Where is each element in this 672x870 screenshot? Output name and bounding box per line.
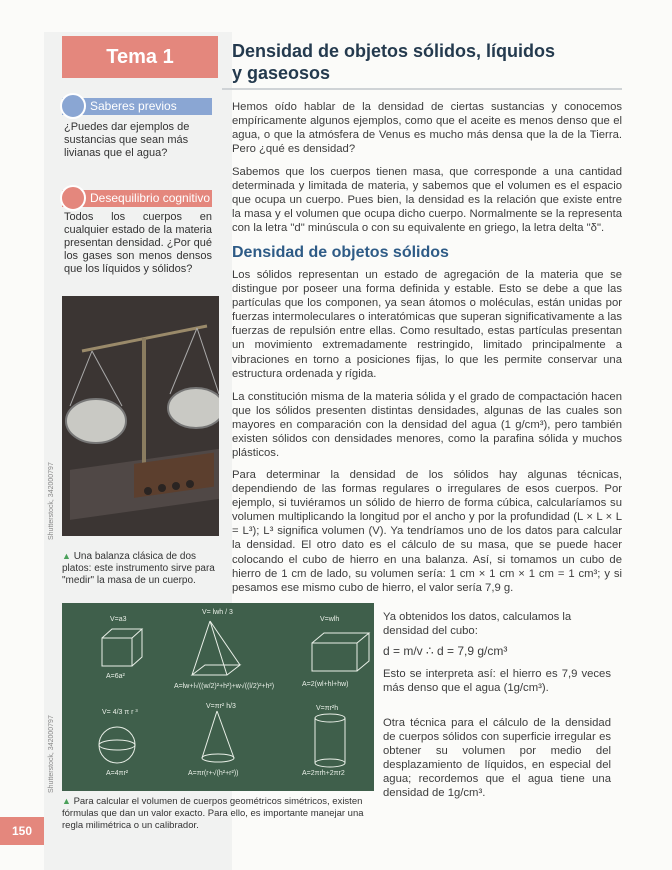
paragraph-1: Hemos oído hablar de la densidad de ciertas sustancias y conocemos empíricamente algunos ejemplos, como que el aceite es menos denso que el agua, o que la atmósfera de Venus es mucho más densa que la de la Tierra. Pero ¿qué es densidad? [232, 101, 622, 156]
sphere-area-formula: A=4πr² [106, 770, 129, 777]
box-area-formula: A=2(wl+hl+hw) [302, 681, 349, 688]
saberes-previos-text: ¿Puedes dar ejemplos de sustancias que sean más livianas que el agua? [64, 121, 190, 159]
page-title [232, 40, 622, 84]
pyramid-volume-formula: V= lwh / 3 [202, 609, 233, 616]
photo-caption-text: Una balanza clásica de dos platos: este instrumento sirve para "medir" la masa de un cuerpo. [62, 551, 215, 586]
paragraph-2: Sabemos que los cuerpos tienen masa, que corresponde a una cantidad determinada y limitada de materia, y sabemos que el volumen es el espacio que ocupa un cuerpo. Pues bien, la densidad es la relación que existe entre la masa y el volumen que ocupa dicho cuerpo. Normalmente se la representa con la letra "d" minúscula o con su equivalente en griego, la letra delta "δ". [232, 166, 622, 235]
right-paragraph-3: Otra técnica para el cálculo de la densidad de cuerpos sólidos con superficie irregular es obtener su volumen por medio del desplazamiento de líquidos, en especial del agua; recordemos que el agua tiene una densidad de 1g/cm³. [383, 717, 611, 800]
density-formula: d = m/v ∴ d = 7,9 g/cm³ [383, 644, 508, 658]
photo-credit: Shutterstock, 342000797 [48, 462, 55, 540]
desequilibrio-text: Todos los cuerpos en cualquier estado de la materia presentan densidad. ¿Por qué los gases son menos densos que los líquidos y sólidos? [64, 211, 212, 275]
title-line-2: y gaseosos [232, 63, 331, 83]
paragraph-5: Para determinar la densidad de los sólidos hay algunas técnicas, dependiendo de las formas regulares o irregulares de esos cuerpos. Por ejemplo, si tuviéramos un sólido de hierro de forma cúbica, calcularíamos su volumen multiplicando la longitud por el ancho y por la profundidad (L × L × L = L³); L³ significa volumen (V). Ya tendríamos uno de los datos para calcular la densidad. El otro dato es el cálculo de su masa, que se puede hacer colocando el cubo de hierro en una balanza. Así, si tomamos un cubo de hierro de 1 cm de lado, su volumen sería: 1 cm × 1 cm × 1 cm = 1 cm³; y si pesamos ese mismo cubo de hierro, el valor sería 7,9 g. [232, 469, 622, 594]
board-caption-triangle-icon: ▲ [62, 796, 71, 806]
caption-triangle-icon: ▲ [62, 551, 71, 561]
title-line-1: Densidad de objetos sólidos, líquidos [232, 41, 556, 61]
cone-area-formula: A=πr(r+√(h²+r²)) [188, 770, 239, 777]
cube-volume-formula: V=a3 [110, 616, 127, 623]
pyramid-area-formula: A=lw+l√((w/2)²+h²)+w√((l/2)²+h²) [174, 683, 275, 690]
scale-icon [60, 185, 86, 211]
cube-area-formula: A=6a² [106, 673, 125, 680]
right-paragraph-2: Esto se interpreta así: el hierro es 7,9 veces más denso que el agua (1g/cm³). [383, 668, 611, 695]
brain-icon [60, 93, 86, 119]
saberes-previos-title: Saberes previos [90, 99, 177, 113]
paragraph-3: Los sólidos representan un estado de agregación de la materia que se distingue por poseer una forma definida y estable. Esto se debe a que las partículas que los componen, ya sean átomos o moléculas, están unidas por fuerzas intermoleculares o interatómicas que superan significativamente a las fuerzas de repulsión entre ellas. Como resultado, estas partículas presentan un movimiento extremadamente restringido, limitado principalmente a vibraciones en torno a posiciones fijas, lo que les permite conservar una estructura ordenada y rígida. [232, 269, 622, 380]
topic-badge: Tema 1 [62, 36, 218, 78]
board-credit: Shutterstock, 342000797 [48, 715, 55, 793]
cylinder-area-formula: A=2πrh+2πr2 [302, 770, 345, 777]
photo-caption [62, 550, 222, 587]
box-volume-formula: V=wlh [320, 616, 340, 623]
desequilibrio-title: Desequilibrio cognitivo [90, 191, 211, 205]
section-heading: Densidad de objetos sólidos [232, 244, 449, 261]
right-paragraph-1: Ya obtenidos los datos, calculamos la densidad del cubo: [383, 611, 572, 638]
sphere-volume-formula: V= 4/3 π r ³ [102, 709, 138, 716]
balance-photo [62, 296, 219, 536]
cone-volume-formula: V=πr² h/3 [206, 703, 236, 710]
board-caption [62, 795, 374, 832]
page-number: 150 [0, 817, 44, 845]
cylinder-volume-formula: V=πr²h [316, 705, 339, 712]
board-caption-text: Para calcular el volumen de cuerpos geométricos simétricos, existen fórmulas que dan un valor exacto. Para ello, es importante manejar una regla milimétrica o un calibrador. [62, 796, 364, 831]
paragraph-4: La constitución misma de la materia sólida y el grado de compactación hacen que los sólidos presenten distintas densidades, algunas de las cuales son mayores en comparación con la densidad del agua (1 g/cm³), pero también existen sólidos con densidades menores, como la parafina sólida y muchos plásticos. [232, 391, 622, 460]
balance-illustration [62, 296, 219, 536]
formula-board [62, 603, 374, 791]
